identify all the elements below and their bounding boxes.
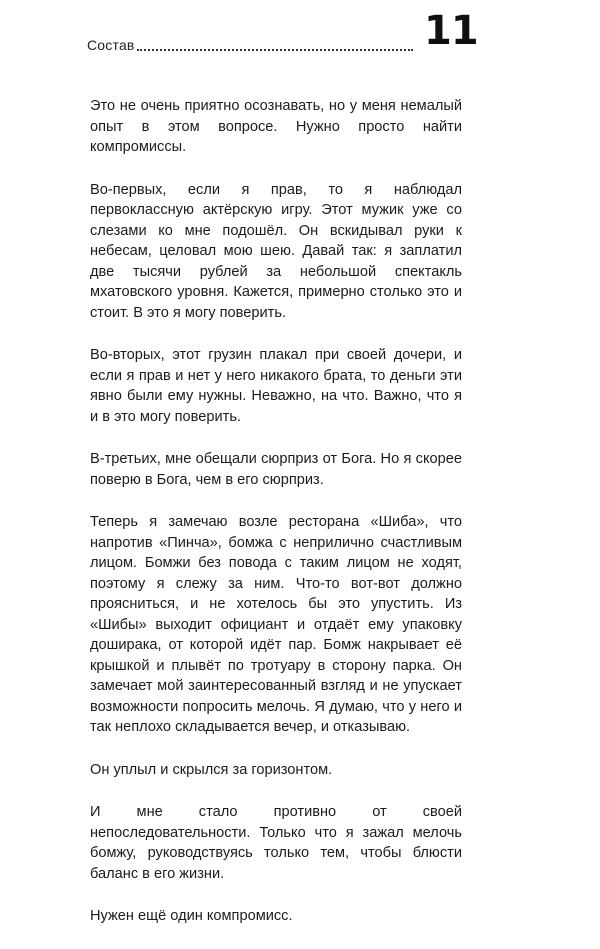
- paragraph: И мне стало противно от своей непоследовательности. Только что я зажал мелочь бомжу, руководствуясь только тем, чтобы блюсти баланс в его жизни.: [90, 804, 462, 882]
- paragraph: Во-вторых, этот грузин плакал при своей дочери, и если я прав и нет у него никакого брата, то деньги эти явно были ему нужны. Неважно, на что. Важно, что я и в это могу поверить.: [90, 347, 462, 425]
- section-title: Состав: [87, 37, 135, 53]
- page-number: 11: [424, 8, 478, 54]
- paragraph: Теперь я замечаю возле ресторана «Шиба», что напротив «Пинча», бомжа с неприлично счастливым лицом. Бомжи без повода с таким лицом не ходят, поэтому я слежу за ним. Что-то вот-вот должно проясниться, и не хотелось бы это упустить. Из «Шибы» выходит официант и отдаёт ему упаковку доширака, от которой идёт пар. Бомж накрывает её крышкой и плывёт по тротуару в сторону парка. Он замечает мой заинтересованный взгляд и не упускает возможности попросить мелочь. Я думаю, что у него и так неплохо складывается вечер, и отказываю.: [90, 514, 462, 735]
- paragraph: Это не очень приятно осознавать, но у меня немалый опыт в этом вопросе. Нужно просто найти компромиссы.: [90, 98, 462, 155]
- paragraph: Нужен ещё один компромисс.: [90, 908, 293, 924]
- paragraph: Он уплыл и скрылся за горизонтом.: [90, 761, 333, 778]
- paragraph: В-третьих, мне обещали сюрприз от Бога. Но я скорее поверю в Бога, чем в его сюрприз.: [90, 451, 462, 488]
- paragraph: Во-первых, если я прав, то я наблюдал первоклассную актёрскую игру. Этот мужик уже со слезами ко мне подошёл. Он вскидывал руки к небесам, целовал мою шею. Давай так: я заплатил две тысячи рублей за небольшой спектакль мхатовского уровня. Кажется, примерно столько это и стоит. В это я могу поверить.: [90, 181, 462, 321]
- body-text: [90, 96, 462, 949]
- header-dot-leader: [137, 49, 413, 51]
- running-header: [87, 14, 467, 58]
